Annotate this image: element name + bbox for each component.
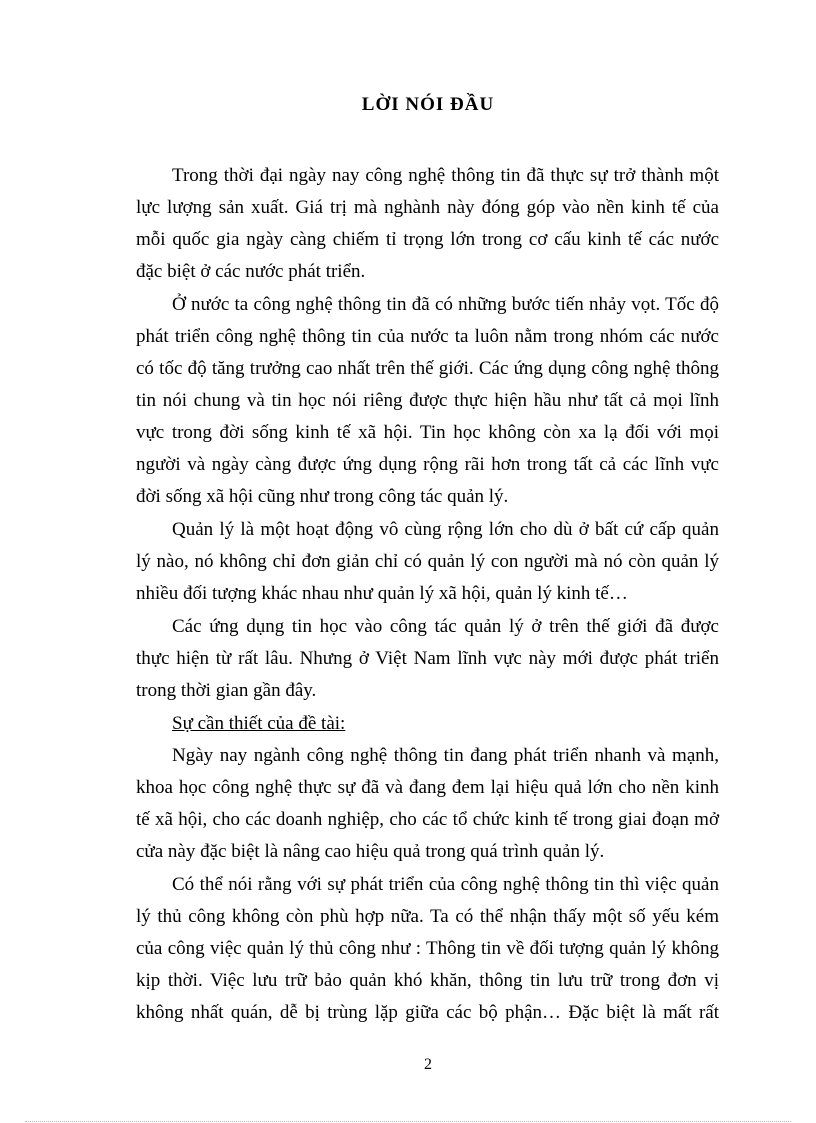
text-line: trong thời gian gần đây. <box>136 680 317 701</box>
text-line: người và ngày càng được ứng dụng rộng rãi hơn trong tất cả các lĩnh vực <box>136 454 719 475</box>
text-line: có tốc độ tăng trưởng cao nhất trên thế giới. Các ứng dụng công nghệ thông <box>136 358 719 379</box>
text-line: lý nào, nó không chỉ đơn giản chỉ có quản lý con người mà nó còn quản lý <box>136 551 719 572</box>
page-title: LỜI NÓI ĐẦU <box>361 94 495 115</box>
page-number: 2 <box>424 1056 432 1073</box>
text-line: của công việc quản lý thủ công như : Thông tin về đối tượng quản lý không <box>136 938 719 959</box>
section-heading: Sự cần thiết của đề tài: <box>172 713 346 734</box>
text-line: vực trong đời sống kinh tế xã hội. Tin học không còn xa lạ đối với mọi <box>136 422 719 443</box>
text-line: khoa học công nghệ thực sự đã và đang đem lại hiệu quả lớn cho nền kinh <box>136 777 719 798</box>
text-line: tin nói chung và tin học nói riêng được thực hiện hầu như tất cả mọi lĩnh <box>136 390 719 411</box>
text-line: lý thủ công không còn phù hợp nữa. Ta có thể nhận thấy một số yếu kém <box>136 906 719 927</box>
text-line: Các ứng dụng tin học vào công tác quản lý ở trên thế giới đã được <box>172 616 719 637</box>
text-line: Ở nước ta công nghệ thông tin đã có những bước tiến nhảy vọt. Tốc độ <box>172 294 719 315</box>
text-line: Quản lý là một hoạt động vô cùng rộng lớn cho dù ở bất cứ cấp quản <box>172 519 719 540</box>
text-line: đời sống xã hội cũng như trong công tác quản lý. <box>136 486 509 507</box>
text-line: Trong thời đại ngày nay công nghệ thông tin đã thực sự trở thành một <box>172 165 719 186</box>
text-line: phát triển công nghệ thông tin của nước ta luôn nằm trong nhóm các nước <box>136 326 719 347</box>
text-line: mỗi quốc gia ngày càng chiếm tỉ trọng lớn trong cơ cấu kinh tế các nước <box>136 229 719 250</box>
text-line: thực hiện từ rất lâu. Nhưng ở Việt Nam lĩnh vực này mới được phát triển <box>136 648 719 669</box>
text-line: lực lượng sản xuất. Giá trị mà nghành này đóng góp vào nền kinh tế của <box>136 197 719 218</box>
text-line: Ngày nay ngành công nghệ thông tin đang phát triển nhanh và mạnh, <box>172 745 719 766</box>
text-line: cửa này đặc biệt là nâng cao hiệu quả trong quá trình quản lý. <box>136 841 605 862</box>
text-line: kịp thời. Việc lưu trữ bảo quản khó khăn, thông tin lưu trữ trong đơn vị <box>136 970 719 991</box>
page-bottom-divider <box>25 1121 791 1122</box>
text-line: tế xã hội, cho các doanh nghiệp, cho các tổ chức kinh tế trong giai đoạn mở <box>136 809 719 830</box>
text-line: Có thể nói rằng với sự phát triển của công nghệ thông tin thì việc quản <box>172 874 719 895</box>
text-line: không nhất quán, dễ bị trùng lặp giữa các bộ phận… Đặc biệt là mất rất <box>136 1002 719 1023</box>
text-line: đặc biệt ở các nước phát triển. <box>136 261 366 282</box>
text-line: nhiều đối tượng khác nhau như quản lý xã hội, quản lý kinh tế… <box>136 583 628 604</box>
